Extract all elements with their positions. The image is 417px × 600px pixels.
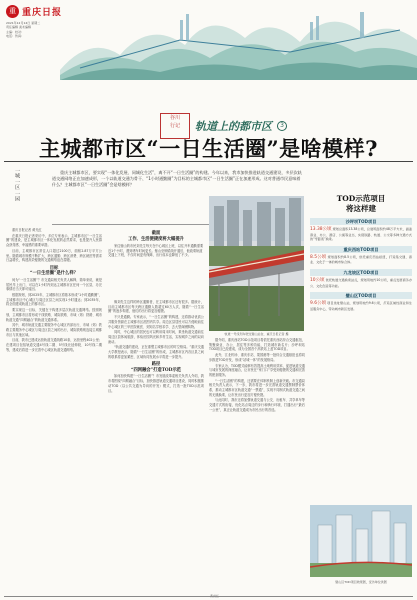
logo-text: 重庆日报 bbox=[22, 8, 63, 18]
meta-line: 电话：传真： bbox=[6, 34, 25, 39]
footer-rule bbox=[4, 596, 413, 597]
sidebar-section-title: 沙坪坝TOD项目 bbox=[310, 218, 412, 225]
seal-line: 行记 bbox=[169, 123, 180, 129]
article-paragraph: 目前，主城都市区常住人口超过2100万，面积2.87万平方公里。随着城市规模不断扩大，跨区通勤、跨区消费、跨区就医等需求日益增长，构建高效便捷的交通网络迫在眉睫。 bbox=[6, 248, 102, 263]
masthead bbox=[0, 0, 417, 80]
sidebar-section-text bbox=[310, 278, 412, 288]
lead-tag: 一城 一区 一园 bbox=[14, 168, 20, 202]
logo-mark-icon: 重 bbox=[6, 5, 19, 18]
masthead-meta bbox=[6, 21, 96, 39]
article-column-2 bbox=[108, 300, 204, 594]
article-paragraph: 家住璧山的市民刘先生每天在中心城区上班，以往开车通勤需要近1个小时，遇到堵车时间更长。璧山至铜梁线开通后，他改乘轨道交通上下班，不仅时间更有保障，出行成本也降低了不少。 bbox=[108, 244, 204, 258]
section-number: 3 bbox=[277, 121, 287, 131]
article-column-2-top bbox=[108, 228, 204, 258]
newspaper-logo bbox=[6, 5, 62, 18]
sidebar-section-text bbox=[310, 227, 412, 242]
train-photo bbox=[209, 196, 304, 331]
sidebar-body: 规划面积约8.5公顷，依托重庆西站枢纽，打造集交通、商业、文化于一体的城市综合体。 bbox=[310, 254, 413, 265]
subhead-path: 路径 “四网融合”打造TOD示范 bbox=[131, 362, 181, 373]
sidebar-section bbox=[310, 269, 412, 288]
sidebar-section bbox=[310, 292, 412, 311]
article-paragraph: 何为“一日生活圈”？市交通局相关负责人解释，简单来说，就是居民早上出门，可以在1小时内到达主城都市区任何一个区县，办完事情后当天即可返回。 bbox=[6, 277, 102, 292]
tod-rendering-image bbox=[310, 505, 412, 577]
sidebar-body: 规划总面积13.38公顷，总建筑面积约48万平方米，涵盖商业、办公、酒店、公寓等业态，实现铁路、轨道、公交等多种交通方式的“零距离”换乘。 bbox=[310, 227, 413, 242]
sidebar-image-caption: 璧山区TOD项目效果图，受访单位供图 bbox=[335, 580, 387, 584]
sidebar-section-text bbox=[310, 301, 412, 311]
page-headline: 主城都市区“一日生活圈”是啥模样? bbox=[39, 136, 378, 161]
article-paragraph: 同时，中心城区的居民也可以利用周末时间，乘坐轨道交通前往周边区县休闲旅游，体验田园风光和乡村生活，实现城乡之间的双向流动。 bbox=[108, 330, 204, 344]
meta-line: 2021年12月14日 星期二 bbox=[6, 21, 41, 25]
photo-caption: 轨道一号线列车驶过璧山站台，重庆日报记者 摄 bbox=[224, 332, 289, 336]
subhead-goal: 目标 “一日生活圈”是什么样？ bbox=[30, 265, 78, 277]
sidebar-highlight: 9.6公顷 bbox=[310, 301, 327, 307]
sidebar-section-title: 璧山区TOD项目 bbox=[310, 292, 412, 299]
article-paragraph: 其中，城市轨道交通主要服务中心城区内部出行，市域（郊）铁路主要服务中心城区与周边区县之间的出行，城际铁路则连接主城都市区与其他区域。 bbox=[6, 323, 102, 337]
article-paragraph: “一日生活圈”的构建，还需要在体制机制上创新突破。市交通局相关负责人表示，下一步，我市将进一步完善轨道交通票制票价体系，推动主城都市区轨道交通“一票通”，实现不同制式轨道交通之间的无缝换乘，让市民出行更加方便快捷。 bbox=[209, 378, 305, 397]
sidebar-section-text bbox=[310, 255, 412, 265]
sidebar-section-title: 重庆西站TOD项目 bbox=[310, 246, 412, 253]
sidebar-body: 依托轨道交通换乘站点，规划用地约10公顷，重点发展商务办公、文化创意等功能。 bbox=[310, 277, 413, 288]
lead-paragraph: 重庆主城都市区，要实现“一体化发展、同城化生活”，离不开“一日生活圈”的构建。今年以来，我市加快推进轨道交通建设，多层次轨道交通网络正在加速成形，一个以轨道交通为骨干、“1小时通勤圈”为目标的主城都市区“一日生活圈”正在加速形成。这对普通市民意味着什么？主城都市区“一日生活圈”会是啥模样？ bbox=[52, 170, 302, 188]
mountain-illustration bbox=[60, 0, 417, 80]
sidebar-title: TOD示范项目 将这样建 bbox=[336, 194, 386, 213]
sidebar-section bbox=[310, 218, 412, 242]
article-paragraph: 像刘先生这样的跨区通勤者，在主城都市区还有很多。据统计，目前主城都市区每天跨区通勤人数超过60万人次，随着“一日生活圈”的逐步构建，他们的出行将更加便捷。 bbox=[108, 300, 204, 314]
article-paragraph: 要实现这一目标，关键在于构建多层次轨道交通网络。按照规划，主城都市区将形成干线铁路、城际铁路、市域（郊）铁路、城市轨道交通“四网融合”的轨道交通体系。 bbox=[6, 308, 102, 322]
article-paragraph: 据介绍，重庆西站TOD示范项目将依托重庆西站综合交通枢纽，集聚商业、办公、居住等多种功能，打造城市新名片；沙坪坝站TOD项目已经建成，成为全国首个高铁站上盖TOD项目。 bbox=[209, 338, 305, 352]
subhead-section: 截面 工作、生活便捷度将大幅提升 bbox=[128, 231, 184, 242]
article-paragraph: 根据规划，到2025年，主城都市区将基本形成“1小时通勤圈”，主城都市区中心城区与周边区县之间实现1小时通达；到2035年，将全面建成轨道上的都市区。 bbox=[6, 293, 102, 307]
article-paragraph: “轨道交通的建设，正在重塑主城都市区的时空格局。”重庆交通大学教授表示，随着“一日生活圈”的形成，主城都市区内各区县之间的联系将更加紧密，区域协同发展水平将进一步提升。 bbox=[108, 345, 204, 359]
article-column-3 bbox=[209, 338, 305, 594]
headline-rule bbox=[4, 161, 413, 162]
sidebar-section bbox=[310, 246, 412, 265]
sidebar-section-title: 九龙坡区TOD项目 bbox=[310, 269, 412, 276]
meta-line: 主编：校对： bbox=[6, 29, 25, 34]
seal-line: 谷川 bbox=[169, 115, 180, 121]
meta-line: 责任编辑 美术编辑 bbox=[6, 25, 31, 30]
article-paragraph: 与此同时，我市还将加强轨道交通与公交、出租车、共享单车等交通方式的衔接，优化站点周边的步行和骑行环境，打通出行“最后一公里”，真正让轨道交通成为市民出行的首选。 bbox=[209, 398, 305, 412]
article-paragraph: 如何加快构建“一日生活圈”？市发展改革委相关负责人介绍，我市将围绕“四网融合”目标，加快推进轨道交通项目建设，同时积极推动TOD（以公共交通为导向的开发）模式，打造一批TOD示范项目。 bbox=[108, 374, 204, 393]
section-title: 轨道上的都市区 bbox=[195, 120, 272, 133]
sidebar-highlight: 8.5公顷 bbox=[310, 254, 327, 260]
sidebar-body: 项目选址璧山站，规划用地约9.6公顷，打造区域性商业和生活服务中心，带动城市新区发展。 bbox=[310, 301, 413, 311]
article-paragraph: 专家认为，TOD模式能够有效提高土地利用效率，促进轨道交通与城市发展的深度融合，让市民在“家门口”享受到便捷的交通和完善的配套服务。 bbox=[209, 363, 305, 377]
byline: 重庆日报记者 黄光红 bbox=[12, 228, 42, 232]
article-paragraph: 不只是通勤。专家表示，“一日生活圈”的构建，还将推动优质公共服务资源在主城都市区范围内共享。周边区县居民可以方便地前往中心城区的三甲医院就医、到知名学校求学、去大型商圈购物。 bbox=[108, 315, 204, 329]
sidebar-highlight: 13.38公顷 bbox=[310, 227, 332, 232]
article-paragraph: 此外，江北机场、重庆东站、果园港等一批综合交通枢纽也将同步推进TOD开发，形成“站城一体”的发展格局。 bbox=[209, 353, 305, 362]
article-column-1 bbox=[6, 228, 102, 594]
article-paragraph: 目前，我市已建成运营轨道交通线路10条，运营里程402公里；在建项目包括轨道交通4号线二期、5号线北延伸段、10号线二期等，建成后将进一步完善中心城区轨道交通网络。 bbox=[6, 338, 102, 352]
sidebar-highlight: 10公顷 bbox=[310, 277, 325, 283]
article-paragraph: 在重庆日报记者采访中，多位专家表示，主城都市区“一日生活圈”的建设，是主城都市区一体化发展的必然要求，也是提升人民群众获得感、幸福感的重要举措。 bbox=[6, 233, 102, 248]
